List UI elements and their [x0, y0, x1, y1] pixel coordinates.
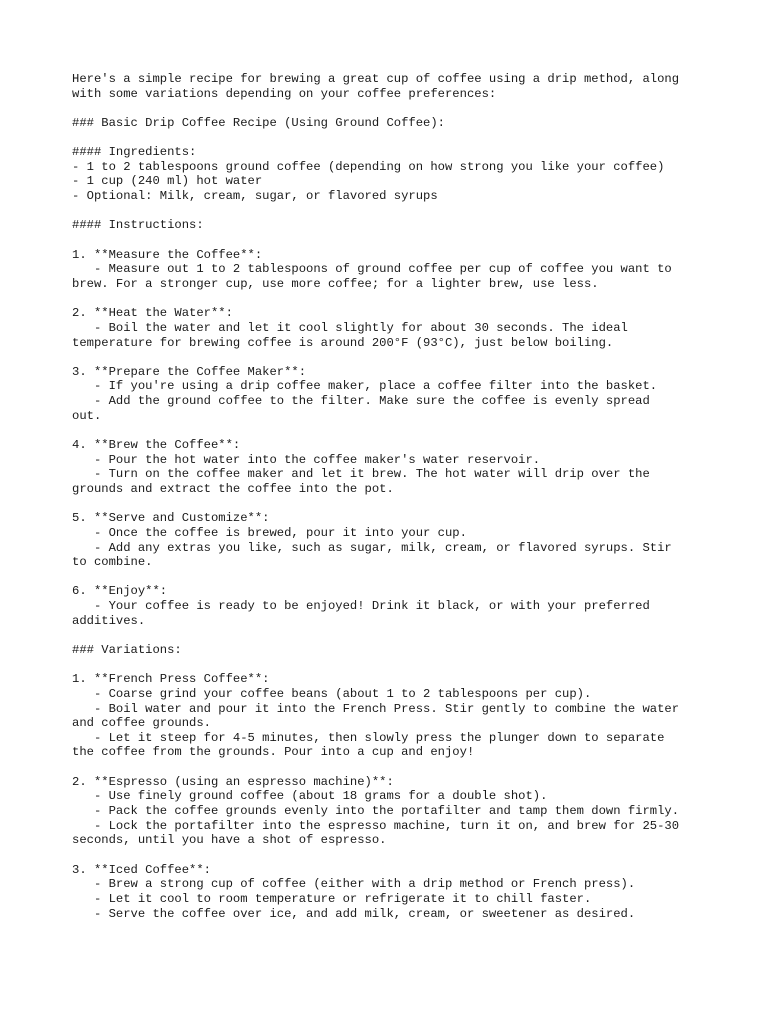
- section-heading: ### Basic Drip Coffee Recipe (Using Ground Coffee):: [72, 115, 445, 130]
- step-text: temperature for brewing coffee is around 200°F (93°C), just below boiling.: [72, 335, 614, 350]
- step-title: 3. **Prepare the Coffee Maker**:: [72, 364, 307, 379]
- step-text: - Measure out 1 to 2 tablespoons of ground coffee per cup of coffee you want to: [72, 262, 672, 277]
- step-title: 6. **Enjoy**:: [72, 584, 168, 599]
- step-text: additives.: [72, 613, 146, 628]
- blank-line: [72, 497, 712, 512]
- variation-text: the coffee from the grounds. Pour into a cup and enjoy!: [72, 745, 475, 760]
- variation-text: seconds, until you have a shot of espresso.: [72, 833, 387, 848]
- variation-text: and coffee grounds.: [72, 716, 211, 731]
- variation-title: 3. **Iced Coffee**:: [72, 862, 211, 877]
- blank-line: [72, 570, 712, 585]
- variation-text: - Coarse grind your coffee beans (about 1 to 2 tablespoons per cup).: [72, 686, 592, 701]
- variation-text: - Boil water and pour it into the French Press. Stir gently to combine the water: [72, 701, 680, 716]
- variation-text: - Use finely ground coffee (about 18 grams for a double shot).: [72, 789, 548, 804]
- step-text: - Boil the water and let it cool slightly for about 30 seconds. The ideal: [72, 320, 628, 335]
- step-title: 2. **Heat the Water**:: [72, 306, 233, 321]
- blank-line: [72, 350, 712, 365]
- variation-text: - Brew a strong cup of coffee (either with a drip method or French press).: [72, 877, 636, 892]
- step-text: - Pour the hot water into the coffee maker's water reservoir.: [72, 452, 541, 467]
- list-item: - 1 cup (240 ml) hot water: [72, 174, 263, 189]
- variation-text: - Let it cool to room temperature or refrigerate it to chill faster.: [72, 891, 592, 906]
- blank-line: [72, 848, 712, 863]
- step-title: 5. **Serve and Customize**:: [72, 511, 270, 526]
- step-text: - Add the ground coffee to the filter. Make sure the coffee is evenly spread: [72, 394, 650, 409]
- step-text: - Add any extras you like, such as sugar, milk, cream, or flavored syrups. Stir: [72, 540, 672, 555]
- variation-text: - Pack the coffee grounds evenly into the portafilter and tamp them down firmly.: [72, 804, 680, 819]
- step-title: 1. **Measure the Coffee**:: [72, 247, 263, 262]
- step-text: - Once the coffee is brewed, pour it into your cup.: [72, 525, 467, 540]
- blank-line: [72, 423, 712, 438]
- step-text: brew. For a stronger cup, use more coffee; for a lighter brew, use less.: [72, 276, 599, 291]
- text-line: with some variations depending on your coffee preferences:: [72, 86, 497, 101]
- list-item: - Optional: Milk, cream, sugar, or flavored syrups: [72, 189, 438, 204]
- subsection-heading: #### Instructions:: [72, 218, 204, 233]
- variation-text: - Lock the portafilter into the espresso machine, turn it on, and brew for 25-30: [72, 818, 680, 833]
- section-heading: ### Variations:: [72, 642, 182, 657]
- blank-line: [72, 101, 712, 116]
- step-text: - Turn on the coffee maker and let it brew. The hot water will drip over the: [72, 467, 650, 482]
- step-text: grounds and extract the coffee into the pot.: [72, 481, 394, 496]
- step-text: out.: [72, 408, 102, 423]
- blank-line: [72, 658, 712, 673]
- step-text: - Your coffee is ready to be enjoyed! Drink it black, or with your preferred: [72, 599, 650, 614]
- variation-title: 2. **Espresso (using an espresso machine)**:: [72, 774, 394, 789]
- step-title: 4. **Brew the Coffee**:: [72, 438, 241, 453]
- variation-text: - Serve the coffee over ice, and add milk, cream, or sweetener as desired.: [72, 906, 636, 921]
- variation-text: - Let it steep for 4-5 minutes, then slowly press the plunger down to separate: [72, 730, 665, 745]
- step-text: - If you're using a drip coffee maker, place a coffee filter into the basket.: [72, 379, 658, 394]
- blank-line: [72, 760, 712, 775]
- document-page: [72, 72, 712, 921]
- blank-line: [72, 204, 712, 219]
- blank-line: [72, 628, 712, 643]
- blank-line: [72, 292, 712, 307]
- text-line: Here's a simple recipe for brewing a great cup of coffee using a drip method, along: [72, 72, 680, 86]
- variation-title: 1. **French Press Coffee**:: [72, 672, 270, 687]
- subsection-heading: #### Ingredients:: [72, 145, 197, 160]
- blank-line: [72, 131, 712, 146]
- blank-line: [72, 233, 712, 248]
- step-text: to combine.: [72, 555, 153, 570]
- list-item: - 1 to 2 tablespoons ground coffee (depending on how strong you like your coffee): [72, 159, 665, 174]
